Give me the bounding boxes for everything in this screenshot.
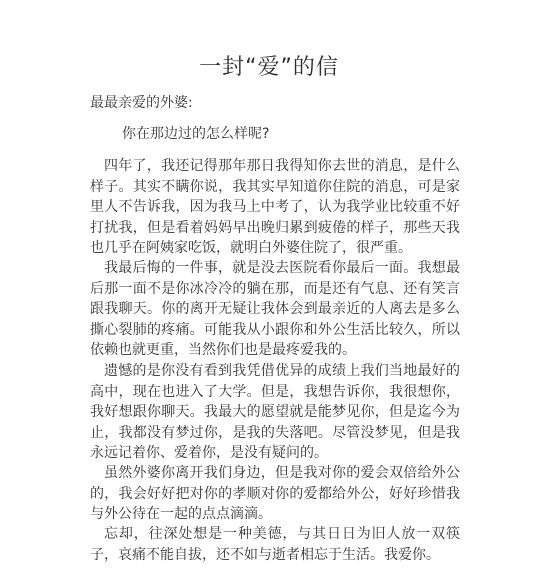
letter-paragraph-1: 四年了，我还记得那年那日我得知你去世的消息，是什么样子。其实不瞒你说，我其实早知道你住院的消息，可是家里人不告诉我，因为我马上中考了，认为我学业比较重不好打扰我，但是看着妈妈早出晚归累到疲倦的样子，那些天我也几乎在阿姨家吃饭，就明白外婆住院了，很严重。 xyxy=(90,158,460,257)
bottom-fade xyxy=(0,565,538,579)
letter-paragraph-2: 我最后悔的一件事，就是没去医院看你最后一面。我想最后那一面不是你冰冷冷的躺在那，而是还有气息、还有笑言跟我聊天。你的离开无疑让我体会到最亲近的人离去是多么撕心裂肺的疼痛。可能我从小跟你和外公生活比较久，所以依赖也就更重，当然你们也是最疼爱我的。 xyxy=(90,260,460,359)
letter-paragraph-4: 虽然外婆你离开我们身边，但是我对你的爱会双倍给外公的，我会好好把对你的孝顺对你的爱都给外公，好好珍惜我与外公待在一起的点点滴滴。 xyxy=(90,465,460,523)
letter-paragraph-3: 遗憾的是你没有看到我凭借优异的成绩上我们当地最好的高中，现在也进入了大学。但是，我想告诉你，我很想你，我好想跟你聊天。我最大的愿望就是能梦见你，但是迄今为止，我都没有梦过你，是我的失落吧。尽管没梦见，但是我永远记着你、爱着你，是没有疑问的。 xyxy=(90,363,460,462)
letter-paragraph-5: 忘却，往深处想是一种美德，与其日日为旧人放一双筷子，哀痛不能自拔，还不如与逝者相忘于生活。我爱你。 xyxy=(90,526,460,563)
letter-salutation: 最最亲爱的外婆: xyxy=(90,95,193,111)
letter-title: 一封“爱”的信 xyxy=(199,55,339,80)
letter-opening-question: 你在那边过的怎么样呢? xyxy=(122,126,270,142)
